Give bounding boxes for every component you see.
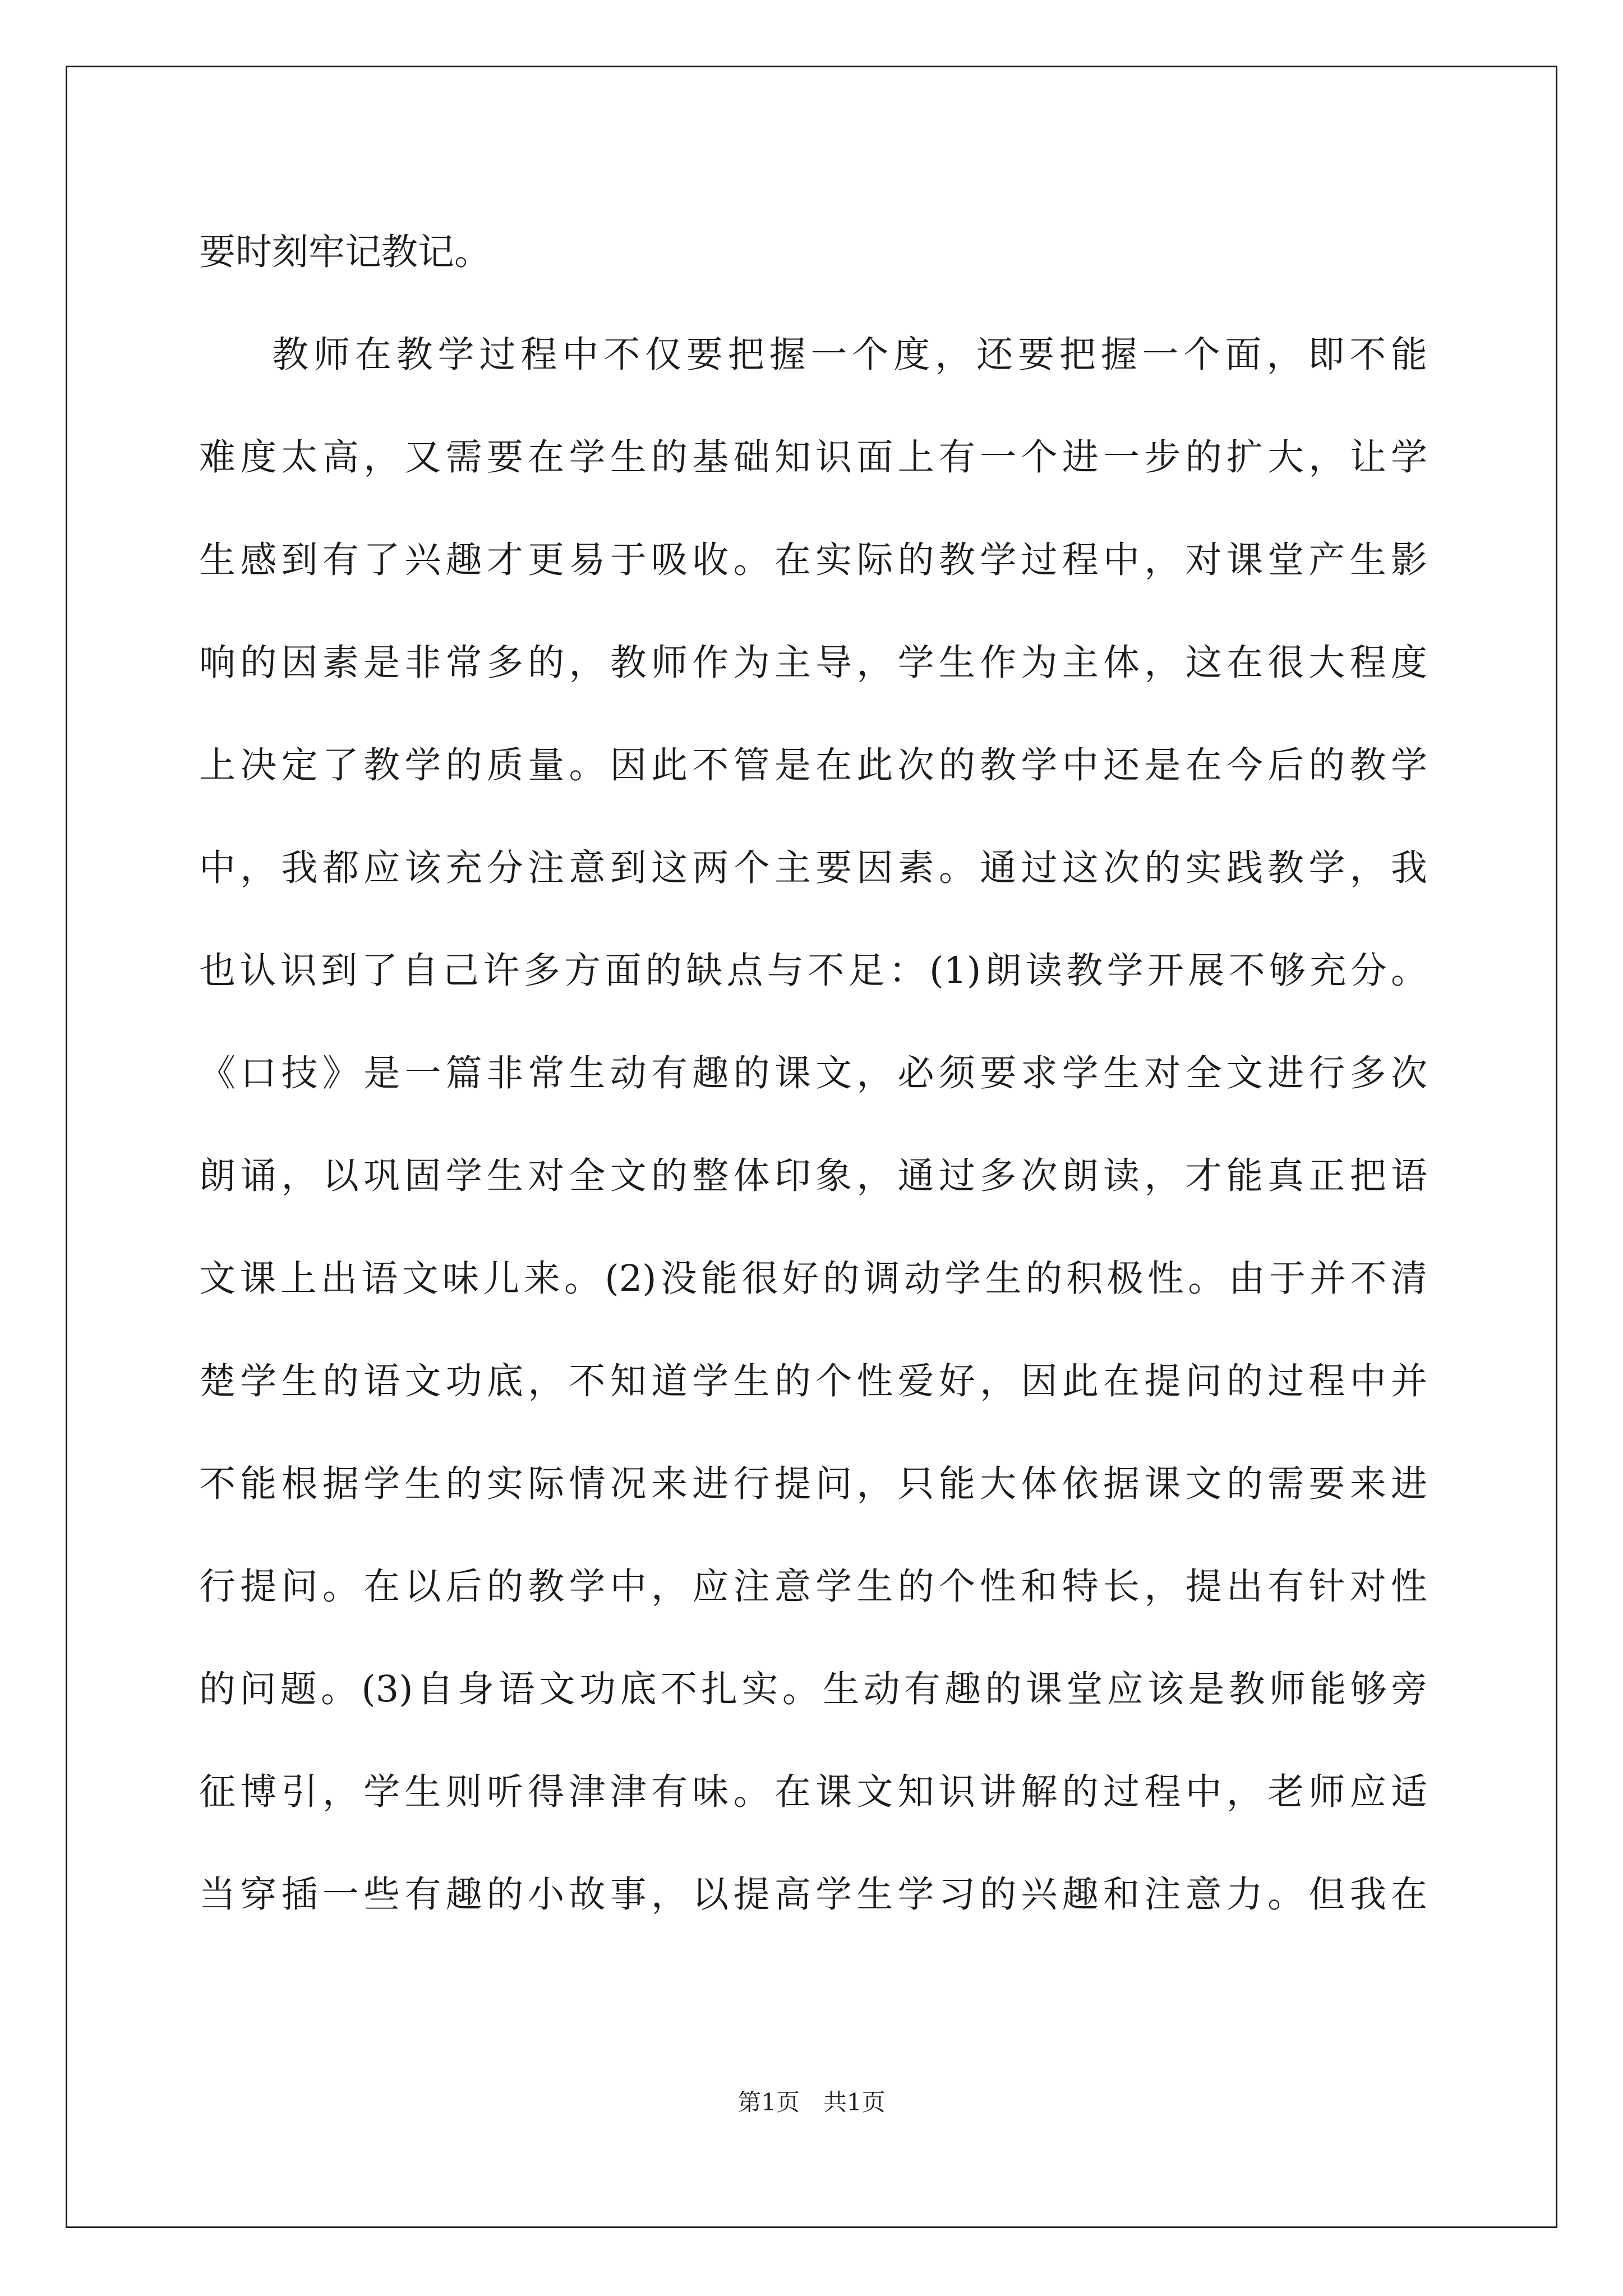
- text-line: 要时刻牢记教记。: [199, 231, 491, 273]
- text-line: 响的因素是非常多的，教师作为主导，学生作为主体，这在很大程度: [199, 642, 1427, 684]
- text-line: 的问题。(3)自身语文功底不扎实。生动有趣的课堂应该是教师能够旁: [199, 1668, 1427, 1710]
- text-line: 也认识到了自己许多方面的缺点与不足：(1)朗读教学开展不够充分。: [199, 950, 1427, 992]
- page-footer: 第1页 共1页: [737, 2088, 886, 2116]
- text-line: 当穿插一些有趣的小故事，以提高学生学习的兴趣和注意力。但我在: [199, 1874, 1427, 1916]
- text-line: 文课上出语文味儿来。(2)没能很好的调动学生的积极性。由于并不清: [199, 1258, 1427, 1300]
- text-line: 生感到有了兴趣才更易于吸收。在实际的教学过程中，对课堂产生影: [199, 539, 1427, 581]
- text-line: 《口技》是一篇非常生动有趣的课文，必须要求学生对全文进行多次: [199, 1052, 1427, 1094]
- text-line: 上决定了教学的质量。因此不管是在此次的教学中还是在今后的教学: [199, 744, 1427, 786]
- text-line: 中，我都应该充分注意到这两个主要因素。通过这次的实践教学，我: [199, 847, 1427, 889]
- text-line: 不能根据学生的实际情况来进行提问，只能大体依据课文的需要来进: [199, 1463, 1427, 1505]
- text-line: 教师在教学过程中不仅要把握一个度，还要把握一个面，即不能: [272, 334, 1427, 376]
- text-line: 朗诵，以巩固学生对全文的整体印象，通过多次朗读，才能真正把语: [199, 1155, 1427, 1197]
- text-line: 征博引，学生则听得津津有味。在课文知识讲解的过程中，老师应适: [199, 1771, 1427, 1813]
- document-body: [199, 201, 1427, 1946]
- text-line: 行提问。在以后的教学中，应注意学生的个性和特长，提出有针对性: [199, 1566, 1427, 1608]
- text-line: 楚学生的语文功底，不知道学生的个性爱好，因此在提问的过程中并: [199, 1360, 1427, 1402]
- text-line: 难度太高，又需要在学生的基础知识面上有一个进一步的扩大，让学: [199, 436, 1427, 478]
